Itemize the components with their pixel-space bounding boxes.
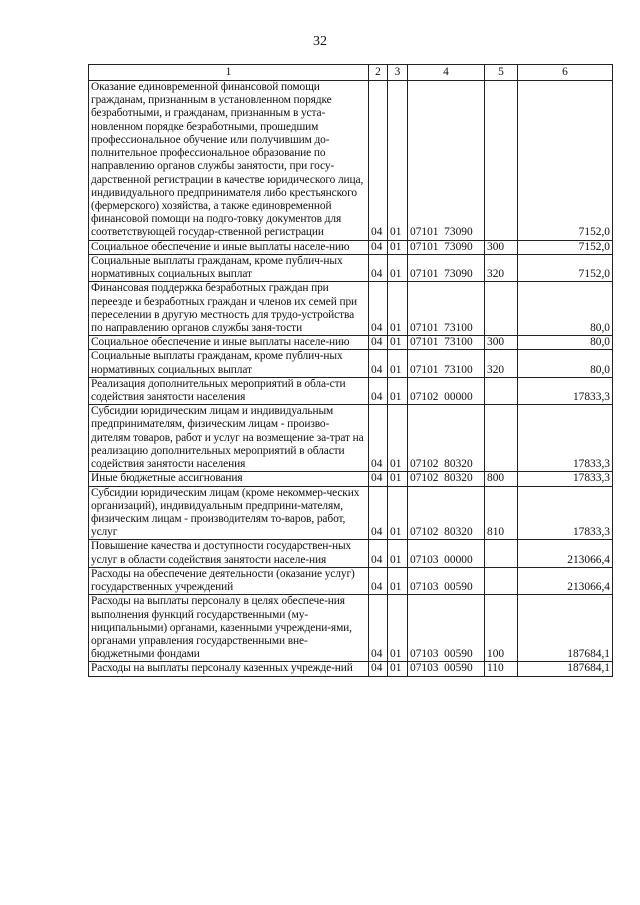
table-row bbox=[89, 377, 613, 404]
row-expense-type: 320 bbox=[485, 350, 518, 377]
row-subsection: 01 bbox=[388, 486, 408, 540]
header-col-6: 6 bbox=[518, 65, 613, 81]
row-target-article: 07102 80320 bbox=[408, 486, 485, 540]
row-target-article: 07103 00590 bbox=[408, 567, 485, 594]
row-section: 04 bbox=[369, 540, 388, 567]
table-row bbox=[89, 240, 613, 254]
row-subsection: 01 bbox=[388, 350, 408, 377]
row-target-article: 07102 80320 bbox=[408, 405, 485, 472]
row-amount: 187684,1 bbox=[518, 595, 613, 662]
row-subsection: 01 bbox=[388, 472, 408, 486]
row-target-article: 07101 73090 bbox=[408, 254, 485, 281]
row-target-article: 07101 73100 bbox=[408, 282, 485, 336]
row-amount: 213066,4 bbox=[518, 540, 613, 567]
row-name: Социальное обеспечение и иные выплаты населе-нию bbox=[89, 336, 369, 350]
row-subsection: 01 bbox=[388, 81, 408, 241]
row-amount: 17833,3 bbox=[518, 486, 613, 540]
table-row bbox=[89, 254, 613, 281]
row-target-article: 07102 80320 bbox=[408, 472, 485, 486]
row-amount: 213066,4 bbox=[518, 567, 613, 594]
row-target-article: 07101 73100 bbox=[408, 350, 485, 377]
row-name: Оказание единовременной финансовой помощи гражданам, признанным в установленном порядке безработными, и гражданам, признанным в уста-новленном порядке безработными, прошедшим профессиональное обучение или получившим до-полнительное профессиональное образование по направлению органов службы занятости, при госу-дарственной регистрации в качестве юридического лица, индивидуального предпринимателя либо крестьянского (фермерского) хозяйства, а также единовременной финансовой помощи на подго-товку документов для соответствующей государ-ственной регистрации bbox=[89, 81, 369, 241]
row-section: 04 bbox=[369, 350, 388, 377]
row-target-article: 07103 00590 bbox=[408, 662, 485, 676]
row-subsection: 01 bbox=[388, 254, 408, 281]
row-subsection: 01 bbox=[388, 336, 408, 350]
table-row bbox=[89, 405, 613, 472]
row-amount: 17833,3 bbox=[518, 472, 613, 486]
row-section: 04 bbox=[369, 336, 388, 350]
row-section: 04 bbox=[369, 254, 388, 281]
table-row bbox=[89, 350, 613, 377]
row-target-article: 07101 73090 bbox=[408, 240, 485, 254]
row-name: Расходы на выплаты персоналу казенных учрежде-ний bbox=[89, 662, 369, 676]
row-section: 04 bbox=[369, 240, 388, 254]
budget-table bbox=[88, 64, 613, 677]
row-name: Субсидии юридическим лицам и индивидуальным предпринимателям, физическим лицам - произво-дителям товаров, работ и услуг на возмещение за-трат на реализацию дополнительных мероприятий в области содействия занятости населения bbox=[89, 405, 369, 472]
row-amount: 7152,0 bbox=[518, 240, 613, 254]
page-number: 32 bbox=[313, 34, 327, 49]
row-section: 04 bbox=[369, 567, 388, 594]
table-row bbox=[89, 662, 613, 676]
row-name: Расходы на обеспечение деятельности (оказание услуг) государственных учреждений bbox=[89, 567, 369, 594]
row-amount: 7152,0 bbox=[518, 81, 613, 241]
row-subsection: 01 bbox=[388, 240, 408, 254]
row-name: Расходы на выплаты персоналу в целях обеспече-ния выполнения функций государственными (му-ниципальными) органами, казенными учреждени-ями, органами управления государственными вне-бюджетными фондами bbox=[89, 595, 369, 662]
row-expense-type: 100 bbox=[485, 595, 518, 662]
row-amount: 80,0 bbox=[518, 350, 613, 377]
row-amount: 17833,3 bbox=[518, 377, 613, 404]
row-subsection: 01 bbox=[388, 595, 408, 662]
row-section: 04 bbox=[369, 282, 388, 336]
row-section: 04 bbox=[369, 472, 388, 486]
row-subsection: 01 bbox=[388, 405, 408, 472]
row-expense-type bbox=[485, 81, 518, 241]
row-amount: 80,0 bbox=[518, 282, 613, 336]
row-name: Субсидии юридическим лицам (кроме некоммер-ческих организаций), индивидуальным предприни-мателям, физическим лицам - производителям то-варов, работ, услуг bbox=[89, 486, 369, 540]
row-expense-type: 300 bbox=[485, 336, 518, 350]
table-header-row bbox=[89, 65, 613, 81]
row-name: Реализация дополнительных мероприятий в обла-сти содействия занятости населения bbox=[89, 377, 369, 404]
row-subsection: 01 bbox=[388, 540, 408, 567]
table-row bbox=[89, 81, 613, 241]
row-subsection: 01 bbox=[388, 662, 408, 676]
row-subsection: 01 bbox=[388, 567, 408, 594]
row-expense-type: 810 bbox=[485, 486, 518, 540]
row-section: 04 bbox=[369, 662, 388, 676]
row-expense-type bbox=[485, 567, 518, 594]
row-expense-type bbox=[485, 282, 518, 336]
row-target-article: 07103 00000 bbox=[408, 540, 485, 567]
row-name: Социальное обеспечение и иные выплаты населе-нию bbox=[89, 240, 369, 254]
row-name: Иные бюджетные ассигнования bbox=[89, 472, 369, 486]
row-expense-type bbox=[485, 405, 518, 472]
row-name: Финансовая поддержка безработных граждан при переезде и безработных граждан и членов их семей при переселении в другую местность для трудо-устройства по направлению органов службы заня-тости bbox=[89, 282, 369, 336]
header-col-1: 1 bbox=[89, 65, 369, 81]
row-section: 04 bbox=[369, 81, 388, 241]
header-col-4: 4 bbox=[408, 65, 485, 81]
header-col-5: 5 bbox=[485, 65, 518, 81]
header-col-3: 3 bbox=[388, 65, 408, 81]
row-name: Социальные выплаты гражданам, кроме публич-ных нормативных социальных выплат bbox=[89, 254, 369, 281]
row-expense-type bbox=[485, 377, 518, 404]
row-expense-type: 800 bbox=[485, 472, 518, 486]
row-target-article: 07101 73090 bbox=[408, 81, 485, 241]
row-section: 04 bbox=[369, 405, 388, 472]
row-name: Повышение качества и доступности государствен-ных услуг в области содействия занятости населе-ния bbox=[89, 540, 369, 567]
row-target-article: 07101 73100 bbox=[408, 336, 485, 350]
row-amount: 187684,1 bbox=[518, 662, 613, 676]
table-row bbox=[89, 486, 613, 540]
row-expense-type: 300 bbox=[485, 240, 518, 254]
table-row bbox=[89, 567, 613, 594]
row-expense-type: 320 bbox=[485, 254, 518, 281]
row-section: 04 bbox=[369, 595, 388, 662]
table-row bbox=[89, 472, 613, 486]
row-section: 04 bbox=[369, 486, 388, 540]
row-expense-type bbox=[485, 540, 518, 567]
row-amount: 7152,0 bbox=[518, 254, 613, 281]
row-name: Социальные выплаты гражданам, кроме публич-ных нормативных социальных выплат bbox=[89, 350, 369, 377]
row-target-article: 07103 00590 bbox=[408, 595, 485, 662]
row-amount: 17833,3 bbox=[518, 405, 613, 472]
row-amount: 80,0 bbox=[518, 336, 613, 350]
row-section: 04 bbox=[369, 377, 388, 404]
table-row bbox=[89, 282, 613, 336]
table-row bbox=[89, 336, 613, 350]
row-subsection: 01 bbox=[388, 282, 408, 336]
row-target-article: 07102 00000 bbox=[408, 377, 485, 404]
header-col-2: 2 bbox=[369, 65, 388, 81]
table-row bbox=[89, 540, 613, 567]
row-expense-type: 110 bbox=[485, 662, 518, 676]
row-subsection: 01 bbox=[388, 377, 408, 404]
table-row bbox=[89, 595, 613, 662]
